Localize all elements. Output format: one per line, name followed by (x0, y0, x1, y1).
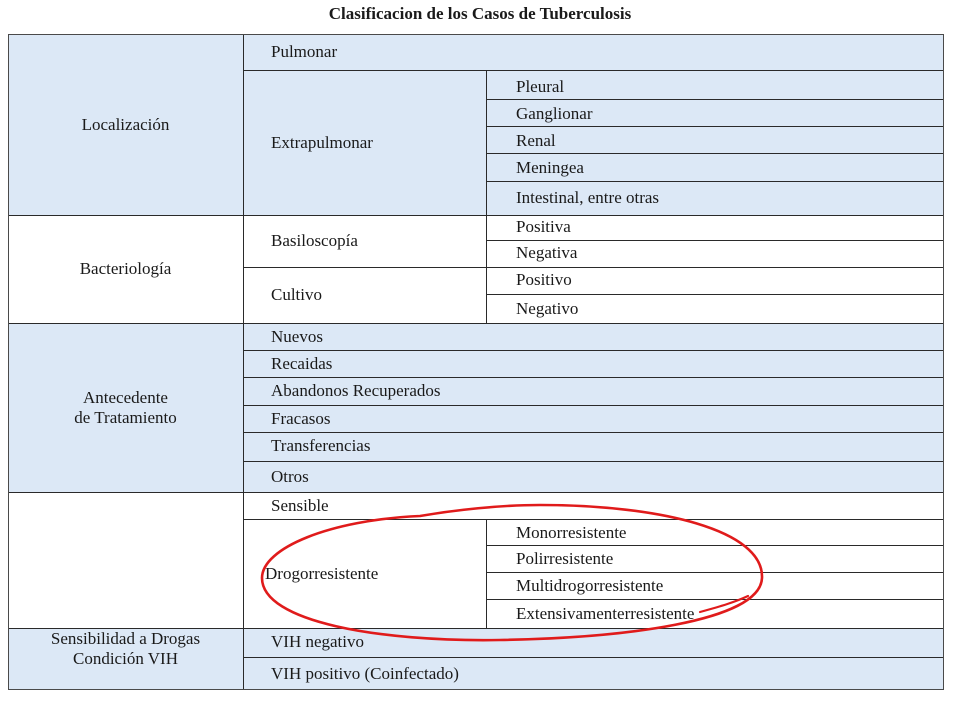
cell-sensible: Sensible (271, 496, 329, 516)
cell-extensivamenterresistente: Extensivamenterresistente (516, 603, 695, 623)
cell-drogorresistente: Drogorresistente (265, 564, 379, 584)
divider-row (243, 432, 944, 433)
divider-group (8, 323, 944, 324)
divider-row (486, 153, 944, 154)
cell-multidrogorresistente: Multidrogorresistente (516, 576, 664, 596)
cell-vih-negativo: VIH negativo (271, 632, 365, 652)
divider-row (243, 519, 944, 520)
group-label-antecedente-line2: de Tratamiento (74, 407, 177, 427)
cell-cultivo-positivo: Positivo (516, 270, 572, 290)
group-label-localizacion: Localización (81, 114, 170, 134)
divider-row (486, 126, 944, 127)
cell-monorresistente: Monorresistente (516, 522, 627, 542)
cell-recaidas: Recaidas (271, 354, 333, 374)
cell-renal: Renal (516, 130, 556, 150)
divider-row (243, 267, 944, 268)
divider-row (486, 294, 944, 295)
group-label-vih: Condición VIH (73, 649, 178, 669)
divider-row (243, 70, 944, 71)
cell-vih-positivo: VIH positivo (Coinfectado) (271, 663, 459, 683)
divider-row (486, 181, 944, 182)
cell-abandonos: Abandonos Recuperados (271, 381, 441, 401)
cell-polirresistente: Polirresistente (516, 549, 614, 569)
cell-meningea: Meningea (516, 157, 584, 177)
cell-basiloscopia-positiva: Positiva (516, 217, 571, 237)
cell-ganglionar: Ganglionar (516, 103, 593, 123)
divider-row (243, 461, 944, 462)
cell-transferencias: Transferencias (271, 436, 371, 456)
cell-fracasos: Fracasos (271, 409, 331, 429)
divider-row (243, 377, 944, 378)
divider-group (8, 215, 944, 216)
cell-cultivo-negativo: Negativo (516, 299, 579, 319)
divider-row (486, 99, 944, 100)
divider-row (243, 657, 944, 658)
cell-basiloscopia: Basiloscopía (271, 231, 358, 251)
cell-intestinal: Intestinal, entre otras (516, 187, 660, 207)
cell-cultivo: Cultivo (271, 285, 323, 305)
divider-vertical-main (243, 34, 244, 690)
divider-row (486, 572, 944, 573)
divider-row (486, 545, 944, 546)
divider-group (8, 492, 944, 493)
divider-row (243, 350, 944, 351)
cell-pulmonar: Pulmonar (271, 42, 338, 62)
divider-vertical-sub-lower (486, 520, 487, 628)
cell-otros: Otros (271, 467, 309, 487)
page-title: Clasificacion de los Casos de Tuberculosis (328, 4, 632, 23)
cell-extrapulmonar: Extrapulmonar (271, 132, 373, 152)
cell-nuevos: Nuevos (271, 327, 323, 347)
divider-row (486, 240, 944, 241)
divider-row (486, 599, 944, 600)
group-label-antecedente (8, 323, 243, 492)
group-label-bacteriologia: Bacteriología (79, 259, 172, 279)
divider-group (8, 628, 944, 629)
classification-table (8, 34, 944, 690)
cell-basiloscopia-negativa: Negativa (516, 243, 578, 263)
group-label-antecedente-line1: Antecedente (83, 387, 168, 407)
group-label-sensibilidad: Sensibilidad a Drogas (50, 629, 201, 649)
divider-vertical-sub-upper (486, 70, 487, 323)
divider-row (243, 405, 944, 406)
cell-pleural: Pleural (516, 76, 565, 96)
